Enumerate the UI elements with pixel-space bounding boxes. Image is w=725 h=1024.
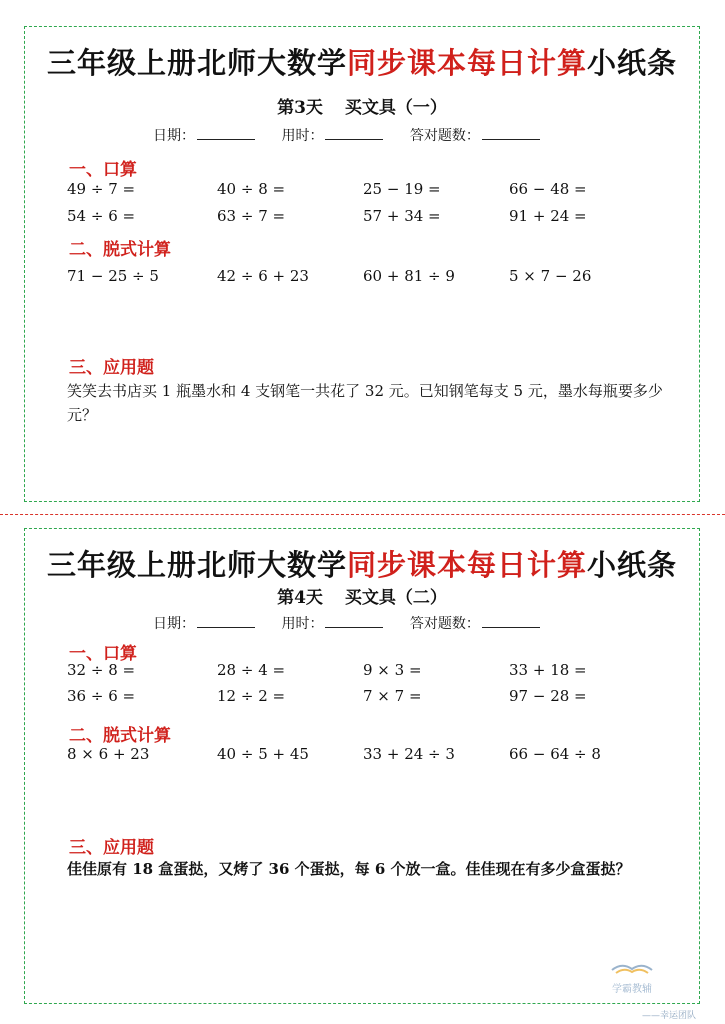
correct-count-field: 答对题数： <box>410 613 540 633</box>
brand-watermark <box>592 960 672 995</box>
lesson-name: 买文具（二） <box>344 588 447 608</box>
oral-problem: 25 − 19 = <box>363 180 441 198</box>
oral-problem: 57 + 34 = <box>363 207 441 225</box>
oral-problem: 28 ÷ 4 = <box>217 661 286 679</box>
oral-problem: 9 × 3 = <box>363 661 422 679</box>
team-credit: ——幸运团队 <box>642 1011 697 1021</box>
info-line <box>153 613 562 633</box>
oral-problem: 63 ÷ 7 = <box>217 207 286 225</box>
time-blank[interactable] <box>325 125 383 140</box>
oral-problem: 40 ÷ 8 = <box>217 180 286 198</box>
title-part-red: 同步课本每日计算 <box>346 548 587 582</box>
lesson-subtitle <box>25 93 699 118</box>
oral-heading: 一、口算 <box>69 160 137 180</box>
word-problem-heading: 三、应用题 <box>69 838 154 858</box>
correct-count-blank[interactable] <box>482 613 540 628</box>
oral-problem: 7 × 7 = <box>363 687 422 705</box>
worksheet-card-day4 <box>24 528 700 1004</box>
sheet-title <box>25 543 699 584</box>
written-problem: 42 ÷ 6 + 23 <box>217 267 309 285</box>
written-problem: 40 ÷ 5 + 45 <box>217 745 309 763</box>
oral-problem: 97 − 28 = <box>509 687 587 705</box>
written-row <box>25 745 701 767</box>
cut-line <box>0 514 725 515</box>
word-problem-heading: 三、应用题 <box>69 358 154 378</box>
written-heading: 二、脱式计算 <box>69 726 171 746</box>
brand-name: 学霸教辅 <box>612 984 652 995</box>
oral-problem: 54 ÷ 6 = <box>67 207 136 225</box>
time-field: 用时： <box>281 613 383 633</box>
title-part-black: 三年级上册北师大数学 <box>46 46 347 80</box>
date-blank[interactable] <box>197 613 255 628</box>
correct-count-blank[interactable] <box>482 125 540 140</box>
oral-problem: 66 − 48 = <box>509 180 587 198</box>
written-problem: 66 − 64 ÷ 8 <box>509 745 601 763</box>
oral-problem: 12 ÷ 2 = <box>217 687 286 705</box>
info-line <box>153 125 562 145</box>
written-row <box>25 267 701 289</box>
title-part-black-end: 小纸条 <box>587 548 678 582</box>
correct-count-field: 答对题数： <box>410 125 540 145</box>
oral-heading: 一、口算 <box>69 644 137 664</box>
written-problem: 8 × 6 + 23 <box>67 745 150 763</box>
day-label: 第4天 <box>277 588 323 608</box>
oral-problem: 32 ÷ 8 = <box>67 661 136 679</box>
oral-problem: 33 + 18 = <box>509 661 587 679</box>
written-problem: 71 − 25 ÷ 5 <box>67 267 159 285</box>
oral-problem: 36 ÷ 6 = <box>67 687 136 705</box>
date-blank[interactable] <box>197 125 255 140</box>
lesson-subtitle <box>25 583 699 608</box>
oral-row <box>25 687 701 709</box>
lesson-name: 买文具（一） <box>344 98 447 118</box>
time-blank[interactable] <box>325 613 383 628</box>
date-field: 日期： <box>153 125 255 145</box>
time-field: 用时： <box>281 125 383 145</box>
oral-problem: 49 ÷ 7 = <box>67 180 136 198</box>
book-logo-icon <box>610 960 654 974</box>
title-part-black: 三年级上册北师大数学 <box>46 548 347 582</box>
oral-row <box>25 661 701 683</box>
written-problem: 60 + 81 ÷ 9 <box>363 267 455 285</box>
date-field: 日期： <box>153 613 255 633</box>
worksheet-card-day3 <box>24 26 700 502</box>
oral-row <box>25 207 701 229</box>
title-part-red: 同步课本每日计算 <box>346 46 587 80</box>
word-problem-text: 笑笑去书店买 1 瓶墨水和 4 支钢笔一共花了 32 元。已知钢笔每支 5 元，墨水每瓶要多少元？ <box>67 382 663 424</box>
written-heading: 二、脱式计算 <box>69 240 171 260</box>
written-problem: 5 × 7 − 26 <box>509 267 592 285</box>
oral-row <box>25 180 701 202</box>
written-problem: 33 + 24 ÷ 3 <box>363 745 455 763</box>
sheet-title <box>25 41 699 82</box>
word-problem-text: 佳佳原有 18 盒蛋挞，又烤了 36 个蛋挞，每 6 个放一盒。佳佳现在有多少盒蛋挞？ <box>67 860 631 878</box>
day-label: 第3天 <box>277 98 323 118</box>
oral-problem: 91 + 24 = <box>509 207 587 225</box>
title-part-black-end: 小纸条 <box>587 46 678 80</box>
